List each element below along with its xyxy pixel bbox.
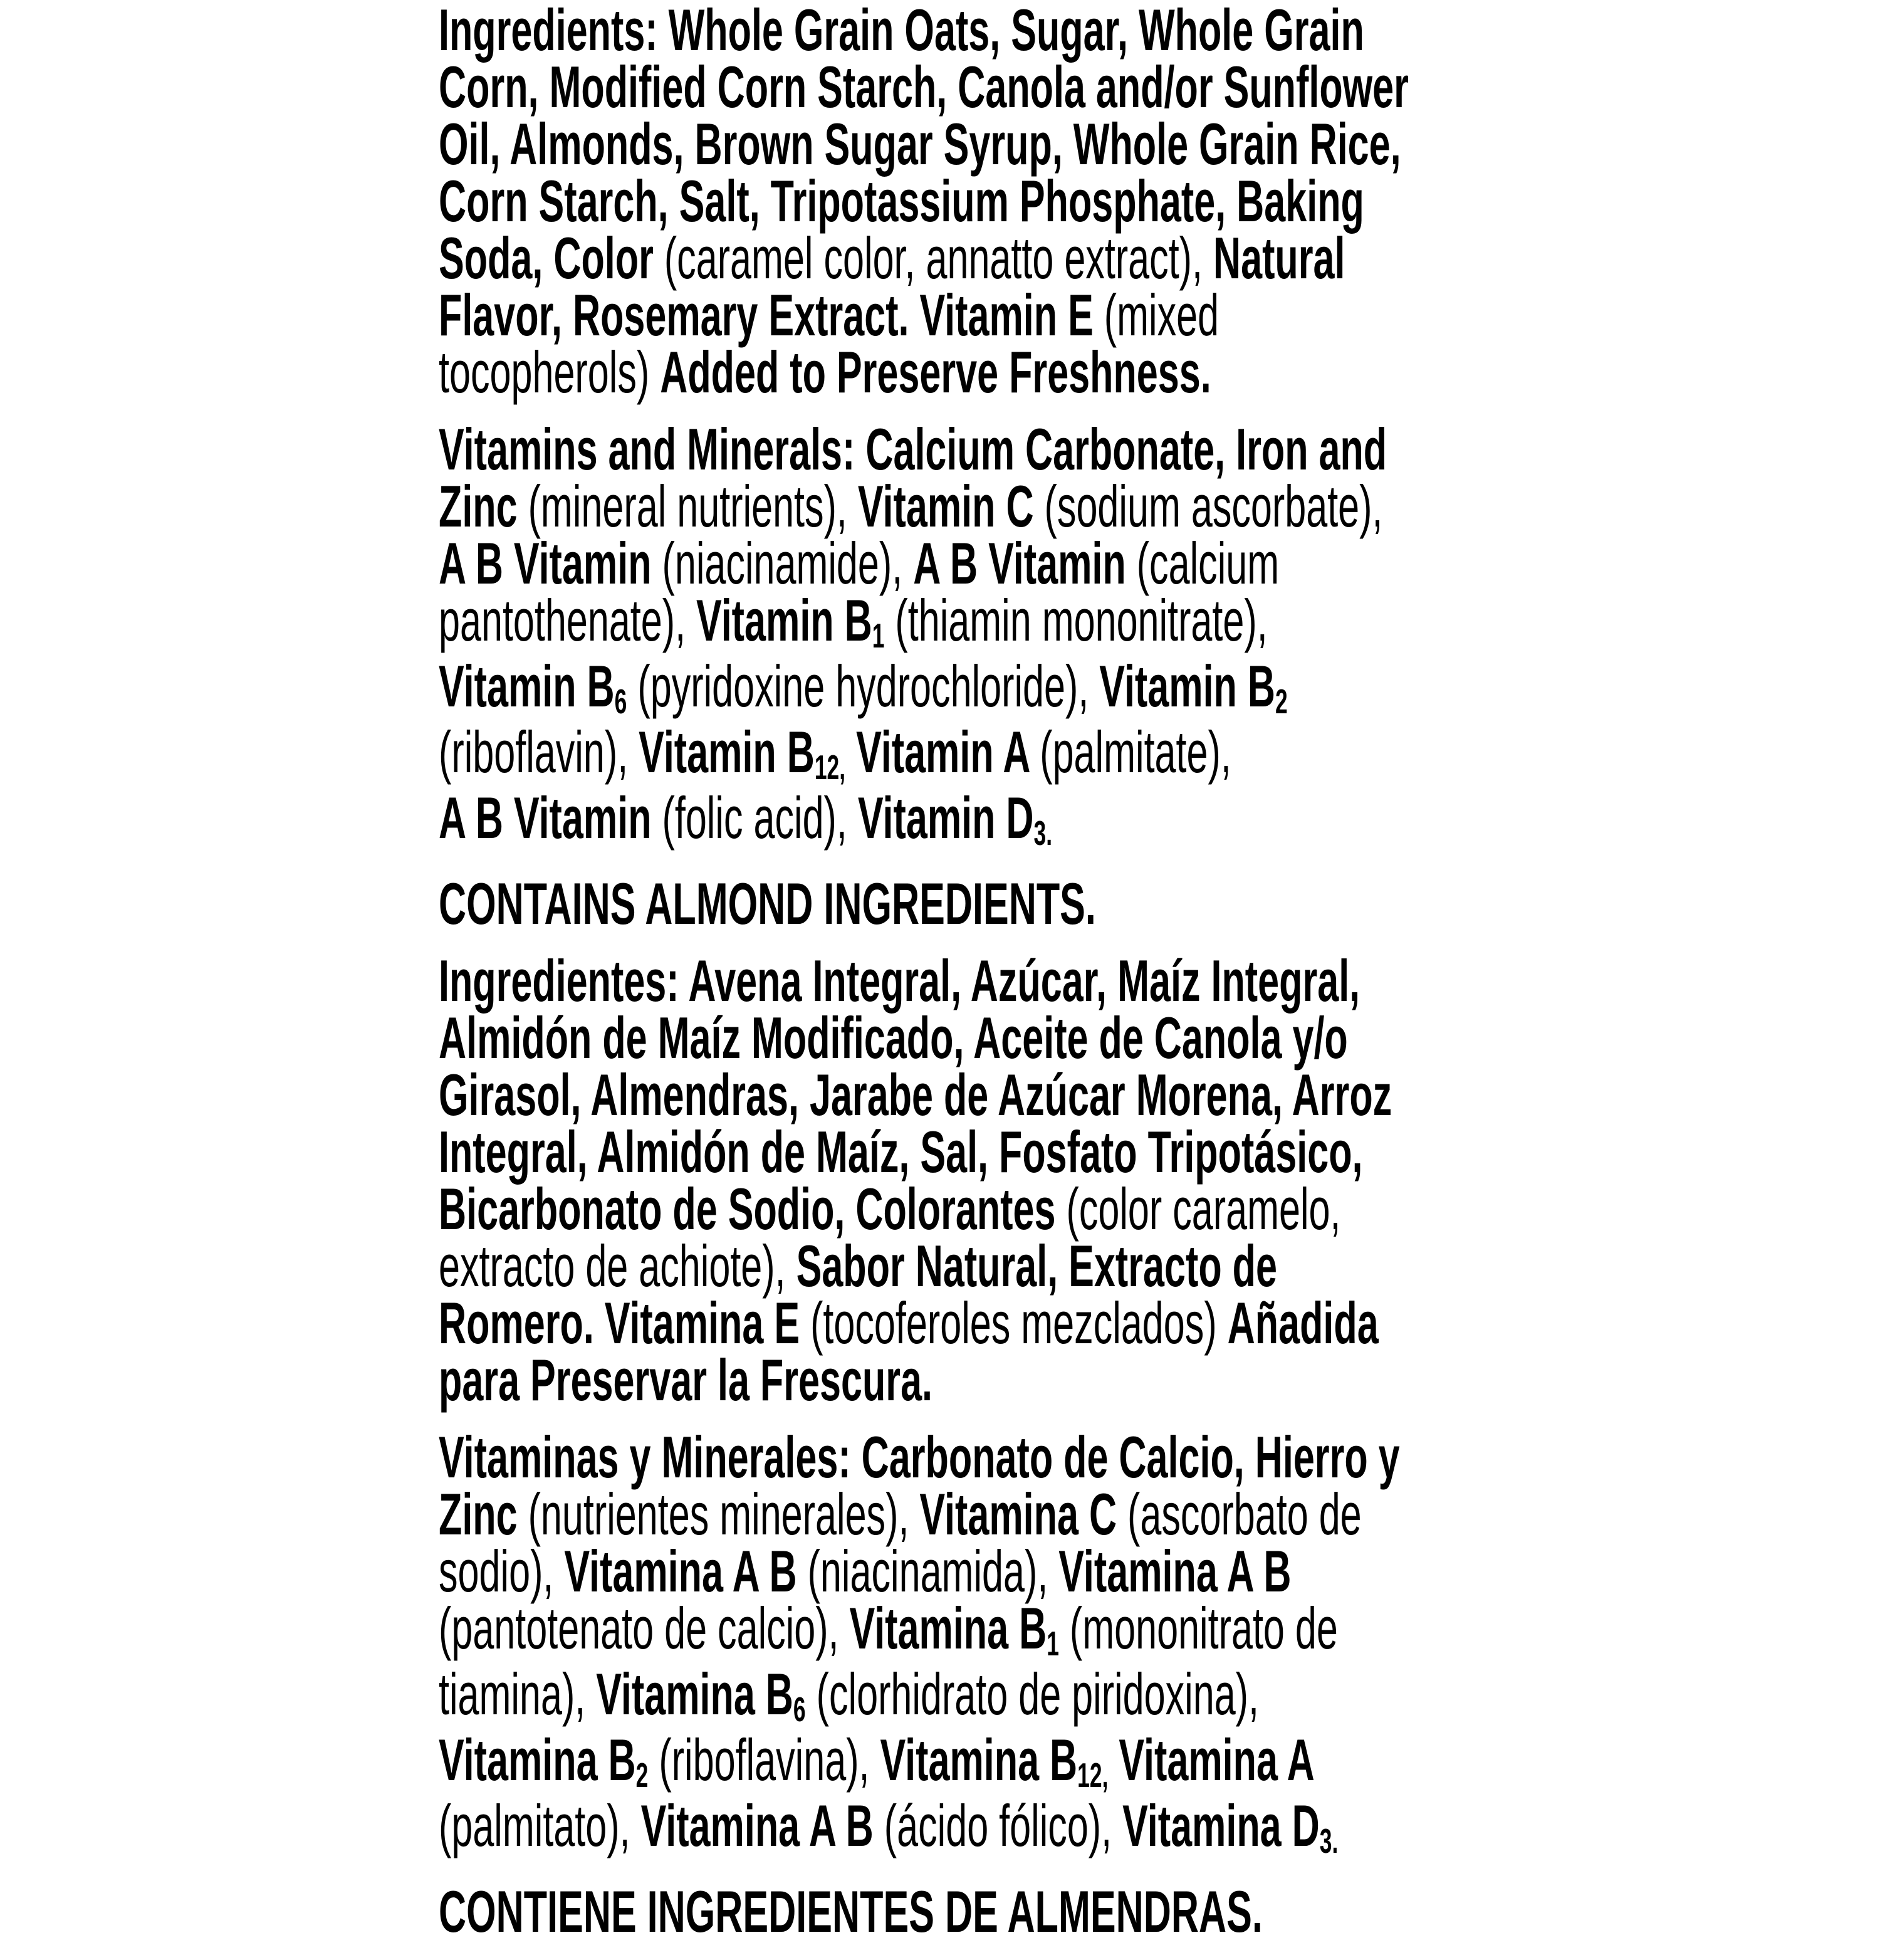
text-segment: Girasol, Almendras, Jarabe de Azúcar Morena, Arroz: [439, 1062, 1392, 1128]
text-segment: (folic acid),: [662, 785, 858, 851]
text-line: [439, 1119, 1498, 1185]
text-segment: Vitamina B: [880, 1727, 1078, 1793]
text-line: [439, 1424, 1498, 1490]
text-segment: tocopherols): [439, 339, 661, 405]
subscript: 2: [635, 1756, 649, 1795]
subscript: 12,: [1077, 1756, 1109, 1795]
text-segment: Integral, Almidón de Maíz, Sal, Fosfato Tripotásico,: [439, 1119, 1363, 1185]
text-segment: Vitamina B: [439, 1727, 636, 1793]
text-segment: CONTIENE INGREDIENTES DE ALMENDRAS.: [439, 1879, 1263, 1944]
text-segment: (calcium: [1136, 530, 1280, 596]
text-segment: (tocoferoles mezclados): [810, 1290, 1228, 1356]
text-segment: Vitamina A B: [640, 1793, 884, 1858]
text-line: [439, 111, 1498, 177]
text-segment: Oil, Almonds, Brown Sugar Syrup, Whole Grain Rice,: [439, 111, 1401, 177]
subscript: 1: [1047, 1624, 1059, 1663]
text-segment: Vitamins and Minerals: Calcium Carbonate, Iron and: [439, 416, 1387, 482]
text-segment: (niacinamida),: [807, 1538, 1059, 1604]
text-segment: Almidón de Maíz Modificado, Aceite de Canola y/o: [439, 1005, 1348, 1071]
text-segment: (clorhidrato de piridoxina),: [805, 1661, 1259, 1727]
text-segment: pantothenate),: [439, 587, 697, 653]
subscript: 3.: [1033, 814, 1053, 852]
text-line: [439, 282, 1498, 348]
text-segment: Vitamin A: [845, 719, 1040, 785]
text-line: [439, 473, 1498, 539]
text-line: [439, 1233, 1498, 1299]
text-segment: Vitamin C: [857, 473, 1045, 539]
text-segment: para Preservar la Frescura.: [439, 1347, 933, 1413]
text-line: [439, 54, 1498, 120]
text-line: [439, 1481, 1498, 1547]
text-segment: (thiamin mononitrate),: [884, 587, 1268, 653]
text-segment: Vitamina B: [596, 1661, 793, 1727]
text-line: [439, 1176, 1498, 1242]
text-segment: (ascorbato de: [1127, 1481, 1362, 1547]
label-text: [439, 1, 1498, 1960]
text-segment: A B Vitamin: [913, 530, 1137, 596]
text-line: [439, 719, 1498, 789]
text-segment: (mononitrato de: [1058, 1595, 1338, 1661]
text-line: [439, 0, 1498, 63]
text-segment: Ingredients: Whole Grain Oats, Sugar, Whole Grain: [439, 0, 1364, 63]
text-segment: CONTAINS ALMOND INGREDIENTS.: [439, 871, 1096, 936]
subscript: 12,: [814, 748, 846, 787]
text-line: [439, 1793, 1498, 1863]
text-segment: (palmitate),: [1040, 719, 1231, 785]
text-segment: Vitamina A B: [564, 1538, 808, 1604]
text-line: [439, 1879, 1498, 1944]
text-segment: Vitamina D: [1122, 1793, 1320, 1858]
paragraph-ingredients-english: [439, 0, 1498, 405]
text-segment: Vitamin B: [639, 719, 815, 785]
paragraph-contains-statement-english: [439, 871, 1498, 936]
text-segment: (mixed: [1104, 282, 1219, 348]
subscript: 3.: [1319, 1821, 1339, 1860]
text-segment: Vitamina B: [849, 1595, 1047, 1661]
text-segment: Corn Starch, Salt, Tripotassium Phosphate, Baking: [439, 168, 1364, 234]
text-segment: Vitaminas y Minerales: Carbonato de Calcio, Hierro y: [439, 1424, 1400, 1490]
text-line: [439, 1005, 1498, 1071]
text-line: [439, 1347, 1498, 1413]
text-segment: Romero. Vitamina E: [439, 1290, 811, 1356]
text-segment: (caramel color, annatto extract),: [664, 225, 1213, 291]
text-line: [439, 1727, 1498, 1797]
text-segment: (riboflavina),: [648, 1727, 880, 1793]
text-segment: A B Vitamin: [439, 530, 662, 596]
text-segment: Vitamina A B: [1058, 1538, 1292, 1604]
text-segment: Sabor Natural, Extracto de: [796, 1233, 1277, 1299]
text-line: [439, 530, 1498, 596]
text-line: [439, 1595, 1498, 1665]
text-segment: (mineral nutrients),: [528, 473, 858, 539]
text-line: [439, 871, 1498, 936]
text-segment: Zinc: [439, 1481, 528, 1547]
text-line: [439, 948, 1498, 1014]
text-line: [439, 1062, 1498, 1128]
text-segment: Añadida: [1227, 1290, 1379, 1356]
text-segment: Corn, Modified Corn Starch, Canola and/or Sunflower: [439, 54, 1409, 120]
text-segment: Vitamin B: [1099, 653, 1275, 719]
text-segment: (ácido fólico),: [884, 1793, 1123, 1858]
paragraph-contains-statement-spanish: [439, 1879, 1498, 1944]
text-segment: Flavor, Rosemary Extract. Vitamin E: [439, 282, 1104, 348]
paragraph-ingredients-spanish: [439, 948, 1498, 1413]
text-segment: Ingredientes: Avena Integral, Azúcar, Maíz Integral,: [439, 948, 1360, 1014]
text-segment: Vitamin B: [696, 587, 872, 653]
text-segment: Vitamina A: [1108, 1727, 1315, 1793]
text-segment: tiamina),: [439, 1661, 597, 1727]
text-segment: (nutrientes minerales),: [528, 1481, 920, 1547]
text-line: [439, 168, 1498, 234]
text-segment: sodio),: [439, 1538, 565, 1604]
text-segment: (riboflavin),: [439, 719, 639, 785]
text-line: [439, 785, 1498, 855]
text-segment: (pantotenato de calcio),: [439, 1595, 850, 1661]
text-line: [439, 587, 1498, 658]
text-segment: (palmitato),: [439, 1793, 641, 1858]
text-segment: extracto de achiote),: [439, 1233, 796, 1299]
text-line: [439, 1290, 1498, 1356]
text-line: [439, 1538, 1498, 1604]
text-line: [439, 1661, 1498, 1731]
text-segment: (pyridoxine hydrochloride),: [627, 653, 1100, 719]
text-line: [439, 653, 1498, 723]
subscript: 6: [614, 682, 627, 721]
text-segment: (niacinamide),: [662, 530, 914, 596]
text-segment: Vitamin B: [439, 653, 615, 719]
text-segment: (sodium ascorbate),: [1044, 473, 1383, 539]
subscript: 6: [793, 1690, 806, 1729]
text-line: [439, 225, 1498, 291]
text-segment: Vitamin D: [857, 785, 1034, 851]
text-line: [439, 339, 1498, 405]
paragraph-vitamins-minerals-english: [439, 416, 1498, 855]
text-segment: Soda, Color: [439, 225, 664, 291]
text-segment: (color caramelo,: [1066, 1176, 1341, 1242]
subscript: 2: [1275, 682, 1288, 721]
text-line: [439, 416, 1498, 482]
subscript: 1: [872, 616, 885, 655]
text-segment: Zinc: [439, 473, 528, 539]
text-segment: Natural: [1213, 225, 1345, 291]
text-segment: Bicarbonato de Sodio, Colorantes: [439, 1176, 1067, 1242]
text-segment: A B Vitamin: [439, 785, 662, 851]
text-segment: Vitamina C: [919, 1481, 1128, 1547]
text-segment: Added to Preserve Freshness.: [660, 339, 1211, 405]
paragraph-vitamins-minerals-spanish: [439, 1424, 1498, 1863]
